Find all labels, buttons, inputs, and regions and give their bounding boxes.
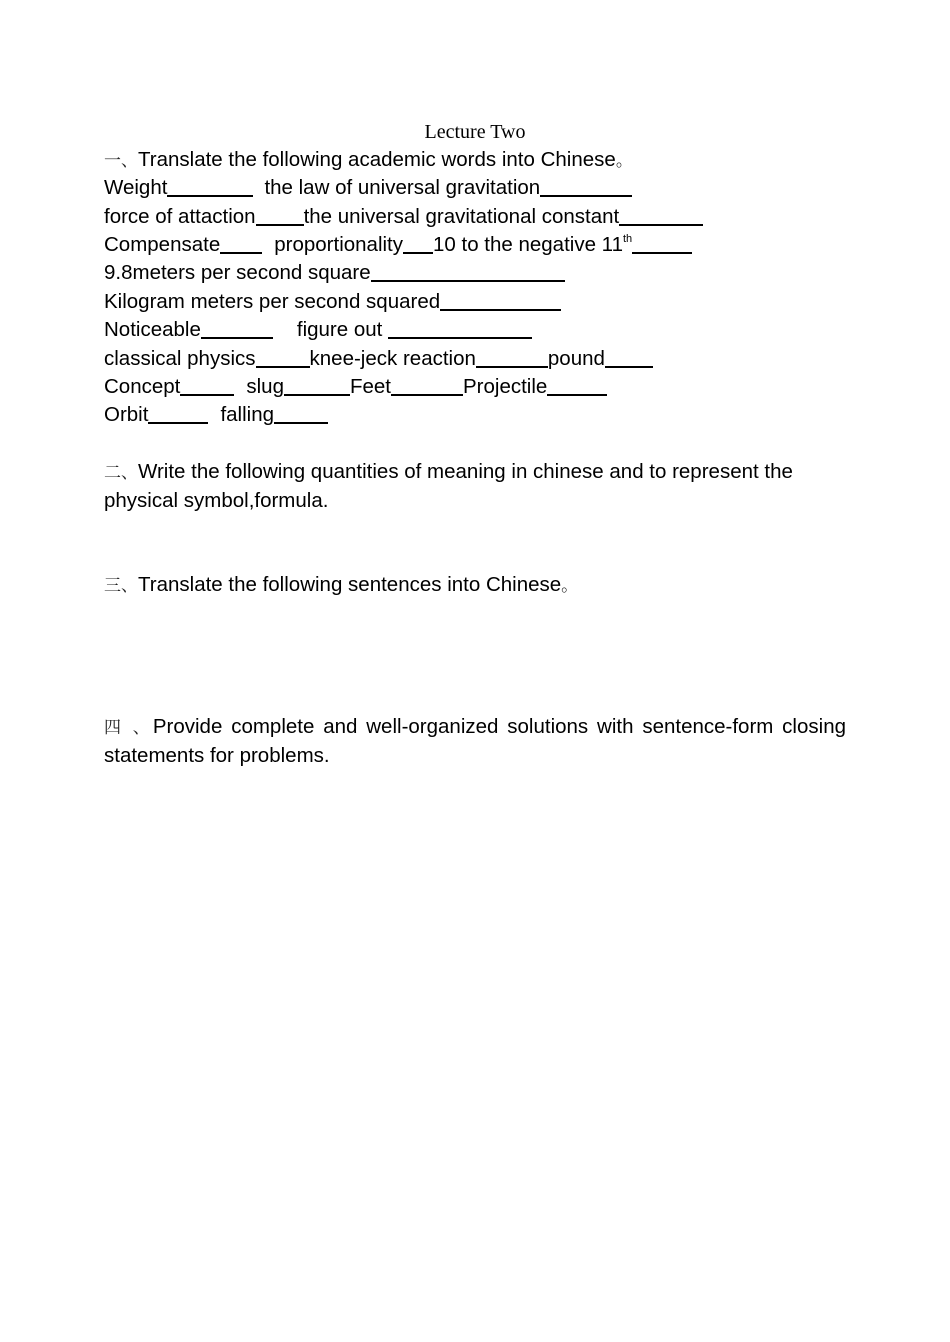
vocab-row-8	[104, 373, 607, 401]
answer-blank[interactable]	[547, 374, 607, 396]
section-1-heading-text: Translate the following academic words into Chinese	[138, 148, 616, 171]
superscript-th: th	[622, 233, 633, 245]
vocab-term: Weight	[104, 176, 168, 199]
answer-blank[interactable]	[476, 346, 548, 368]
answer-blank[interactable]	[148, 402, 208, 424]
answer-blank[interactable]	[632, 232, 692, 254]
vocab-row-7	[104, 345, 653, 373]
vocab-term: Noticeable	[104, 318, 201, 341]
section-4-text: Provide complete and well-organized solutions with sentence-form closing statements for problems.	[104, 715, 846, 767]
vocab-term: 10 to the negative 11	[433, 233, 623, 256]
section-3-heading	[104, 571, 578, 600]
vocab-row-2	[104, 203, 703, 231]
vocab-row-5	[104, 288, 561, 316]
answer-blank[interactable]	[388, 317, 532, 339]
vocab-term: falling	[220, 403, 274, 426]
answer-blank[interactable]	[619, 204, 703, 226]
answer-blank[interactable]	[371, 260, 565, 282]
section-1-marker: 一、	[104, 151, 138, 171]
vocab-term: pound	[547, 347, 605, 370]
section-4-paragraph	[104, 713, 846, 770]
vocab-term: Kilogram meters per second squared	[104, 290, 441, 313]
vocab-term: figure out	[296, 318, 383, 341]
answer-blank[interactable]	[167, 175, 253, 197]
page-title: Lecture Two	[424, 121, 526, 143]
answer-blank[interactable]	[220, 232, 262, 254]
answer-blank[interactable]	[605, 346, 653, 368]
vocab-term: the law of universal gravitation	[264, 176, 541, 199]
vocab-term: slug	[246, 375, 284, 398]
section-3-text: Translate the following sentences into Chinese	[138, 573, 562, 596]
vocab-term: classical physics	[104, 347, 256, 370]
vocab-term: force of attaction	[104, 205, 256, 228]
answer-blank[interactable]	[540, 175, 632, 197]
answer-blank[interactable]	[180, 374, 234, 396]
answer-blank[interactable]	[256, 346, 310, 368]
vocab-row-1	[104, 174, 632, 202]
answer-blank[interactable]	[256, 204, 304, 226]
answer-blank[interactable]	[284, 374, 350, 396]
vocab-term: 9.8meters per second square	[104, 261, 371, 284]
vocab-term: Compensate	[104, 233, 221, 256]
answer-blank[interactable]	[201, 317, 273, 339]
section-3-marker: 三、	[104, 576, 138, 596]
vocab-term: Concept	[104, 375, 181, 398]
section-2-paragraph	[104, 458, 846, 515]
section-2-marker: 二、	[104, 463, 138, 483]
vocab-row-4	[104, 259, 565, 287]
vocab-term: Orbit	[104, 403, 149, 426]
answer-blank[interactable]	[403, 232, 433, 254]
vocab-row-3	[104, 231, 692, 259]
section-4-marker: 四 、	[104, 718, 153, 738]
vocab-term: Feet	[349, 375, 391, 398]
vocab-term: Projectile	[463, 375, 548, 398]
section-1-heading-end: 。	[615, 151, 633, 171]
vocab-term: the universal gravitational constant	[303, 205, 620, 228]
vocab-term: proportionality	[274, 233, 403, 256]
answer-blank[interactable]	[274, 402, 328, 424]
section-3-end: 。	[561, 576, 579, 596]
section-1-heading	[104, 146, 633, 175]
vocab-row-6	[104, 316, 532, 344]
answer-blank[interactable]	[391, 374, 463, 396]
vocab-row-9	[104, 401, 328, 429]
answer-blank[interactable]	[440, 289, 561, 311]
section-2-text: Write the following quantities of meaning in chinese and to represent the physical symbol,formula.	[104, 460, 793, 512]
vocab-term: knee-jeck reaction	[309, 347, 476, 370]
